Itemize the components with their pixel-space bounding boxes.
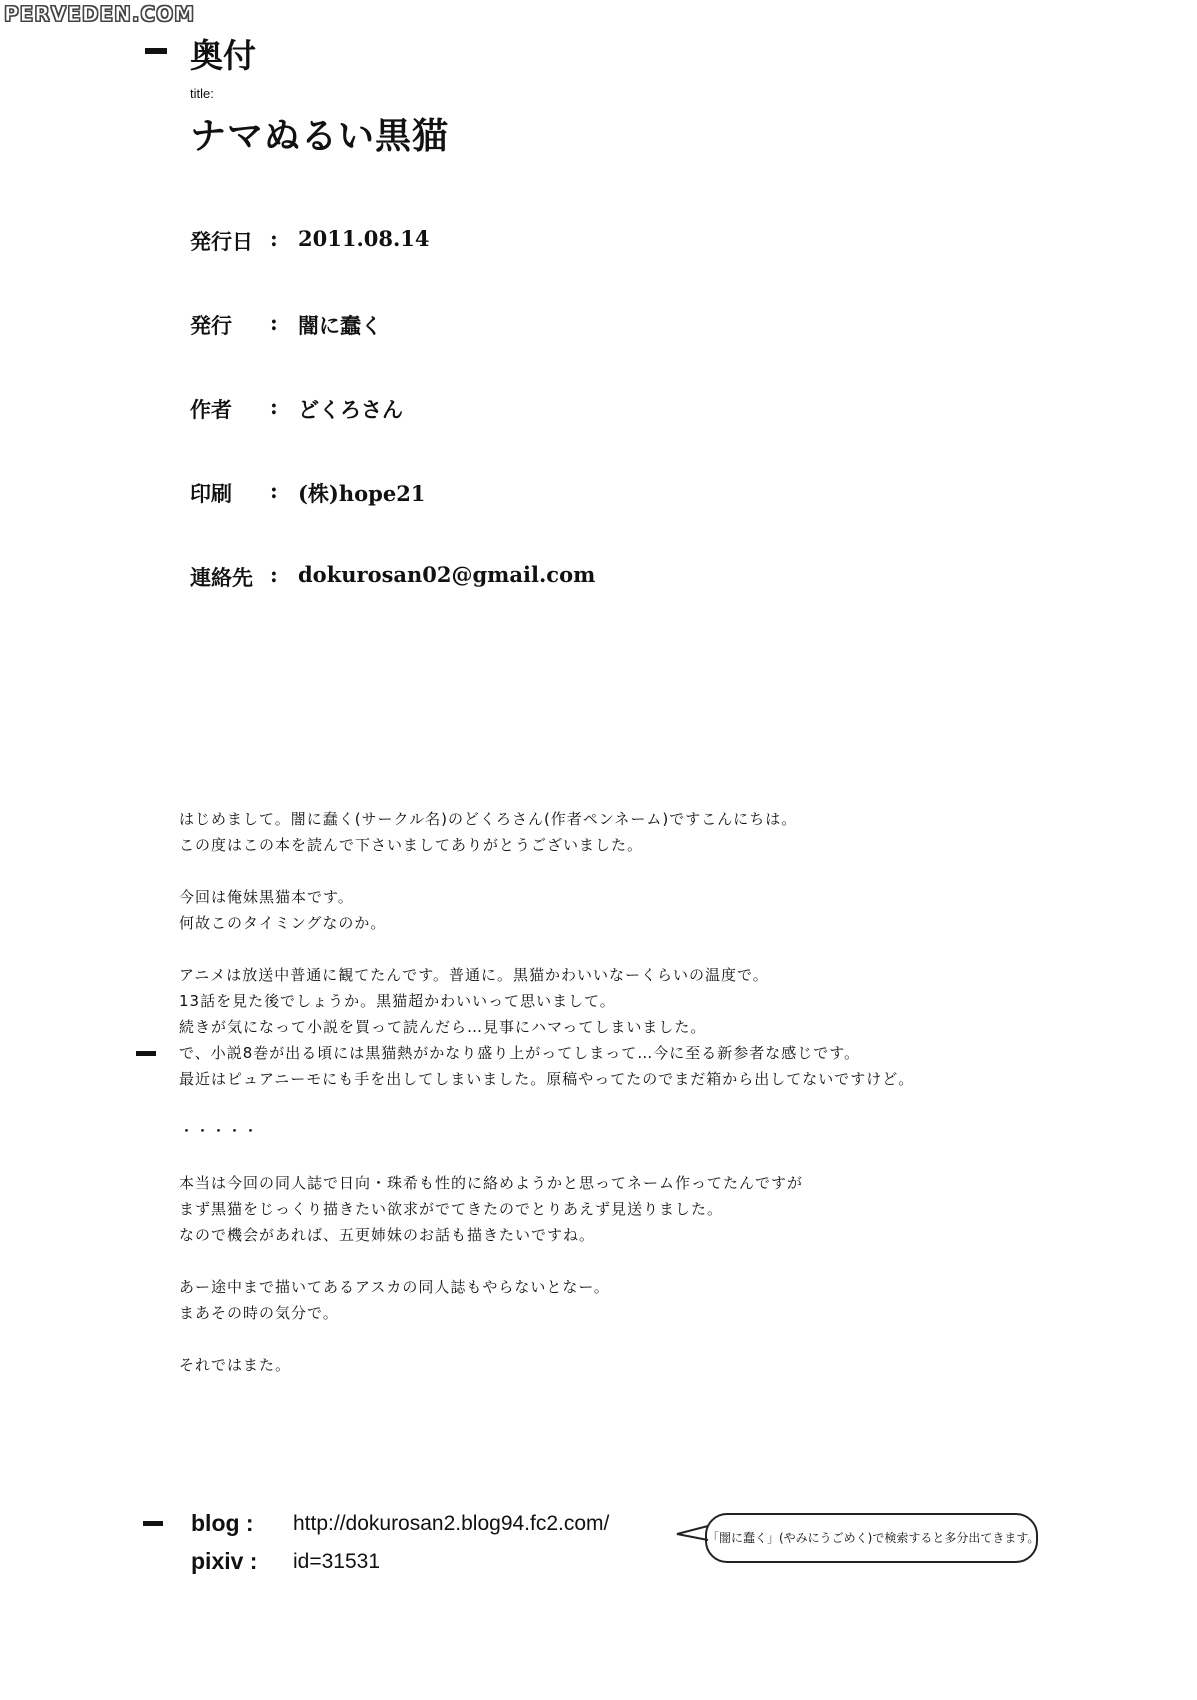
note-line: この度はこの本を読んで下さいましてありがとうございました。	[179, 836, 644, 854]
info-value: dokurosan02@gmail.com	[298, 562, 596, 587]
info-label: 発行日	[190, 229, 253, 254]
note-line: 今回は俺妹黒猫本です。	[179, 888, 354, 906]
note-line: 最近はピュアニーモにも手を出してしまいました。原稿やってたのでまだ箱から出してないですけど。	[179, 1070, 915, 1088]
heading-dash	[145, 48, 167, 54]
note-line	[179, 1326, 939, 1352]
info-label: 連絡先	[190, 565, 253, 590]
note-line: 続きが気になって小説を買って読んだら…見事にハマってしまいました。	[179, 1018, 707, 1036]
page-heading: 奥付	[190, 36, 256, 75]
note-line	[179, 1144, 939, 1170]
info-colon: :	[270, 226, 278, 251]
footer-dash	[143, 1521, 163, 1526]
note-line: それではまた。	[179, 1356, 292, 1374]
note-line: あー途中まで描いてあるアスカの同人誌もやらないとなー。	[179, 1278, 610, 1296]
info-colon: :	[270, 478, 278, 503]
watermark-text: PERVEDEN.COM	[4, 2, 196, 26]
note-line	[179, 858, 939, 884]
note-line	[179, 1092, 939, 1118]
info-colon: :	[270, 394, 278, 419]
note-line: ・・・・・	[179, 1122, 260, 1140]
pixiv-label: pixiv :	[191, 1548, 258, 1574]
info-label: 印刷	[190, 481, 232, 506]
note-line: 何故このタイミングなのか。	[179, 914, 387, 932]
info-label: 発行	[190, 313, 232, 338]
blog-label: blog :	[191, 1510, 254, 1536]
search-hint-bubble: 「闇に蠢く」(やみにうごめく)で検索すると多分出てきます。	[705, 1513, 1038, 1563]
info-value: 2011.08.14	[298, 226, 430, 251]
info-colon: :	[270, 310, 278, 335]
title-label: title:	[190, 86, 214, 101]
note-line: アニメは放送中普通に観てたんです。普通に。黒猫かわいいなーくらいの温度で。	[179, 966, 769, 984]
note-line: 13話を見た後でしょうか。黒猫超かわいいって思いまして。	[179, 992, 616, 1010]
info-value: (株)hope21	[298, 481, 426, 506]
notes-dash	[136, 1051, 156, 1056]
note-line: まず黒猫をじっくり描きたい欲求がでてきたのでとりあえず見送りました。	[179, 1200, 724, 1218]
speech-bubble-tail-icon	[675, 1522, 709, 1546]
note-line: はじめまして。闇に蠢く(サークル名)のどくろさん(作者ペンネーム)ですこんにちは。	[179, 810, 798, 828]
note-line: で、小説8巻が出る頃には黒猫熱がかなり盛り上がってしまって…今に至る新参者な感じです。	[179, 1044, 861, 1062]
blog-url-link[interactable]: http://dokurosan2.blog94.fc2.com/	[293, 1512, 610, 1535]
info-label: 作者	[190, 397, 232, 422]
info-value: 闇に蠢く	[298, 313, 382, 338]
note-line: まあその時の気分で。	[179, 1304, 339, 1322]
pixiv-id: id=31531	[293, 1550, 381, 1573]
note-line	[179, 1248, 939, 1274]
info-value: どくろさん	[298, 397, 403, 422]
note-line: なので機会があれば、五更姉妹のお話も描きたいですね。	[179, 1226, 596, 1244]
info-colon: :	[270, 562, 278, 587]
afterword-text	[179, 806, 939, 1378]
note-line: 本当は今回の同人誌で日向・珠希も性的に絡めようかと思ってネーム作ってたんですが	[179, 1174, 804, 1192]
book-title: ナマぬるい黒猫	[190, 115, 450, 157]
note-line	[179, 936, 939, 962]
